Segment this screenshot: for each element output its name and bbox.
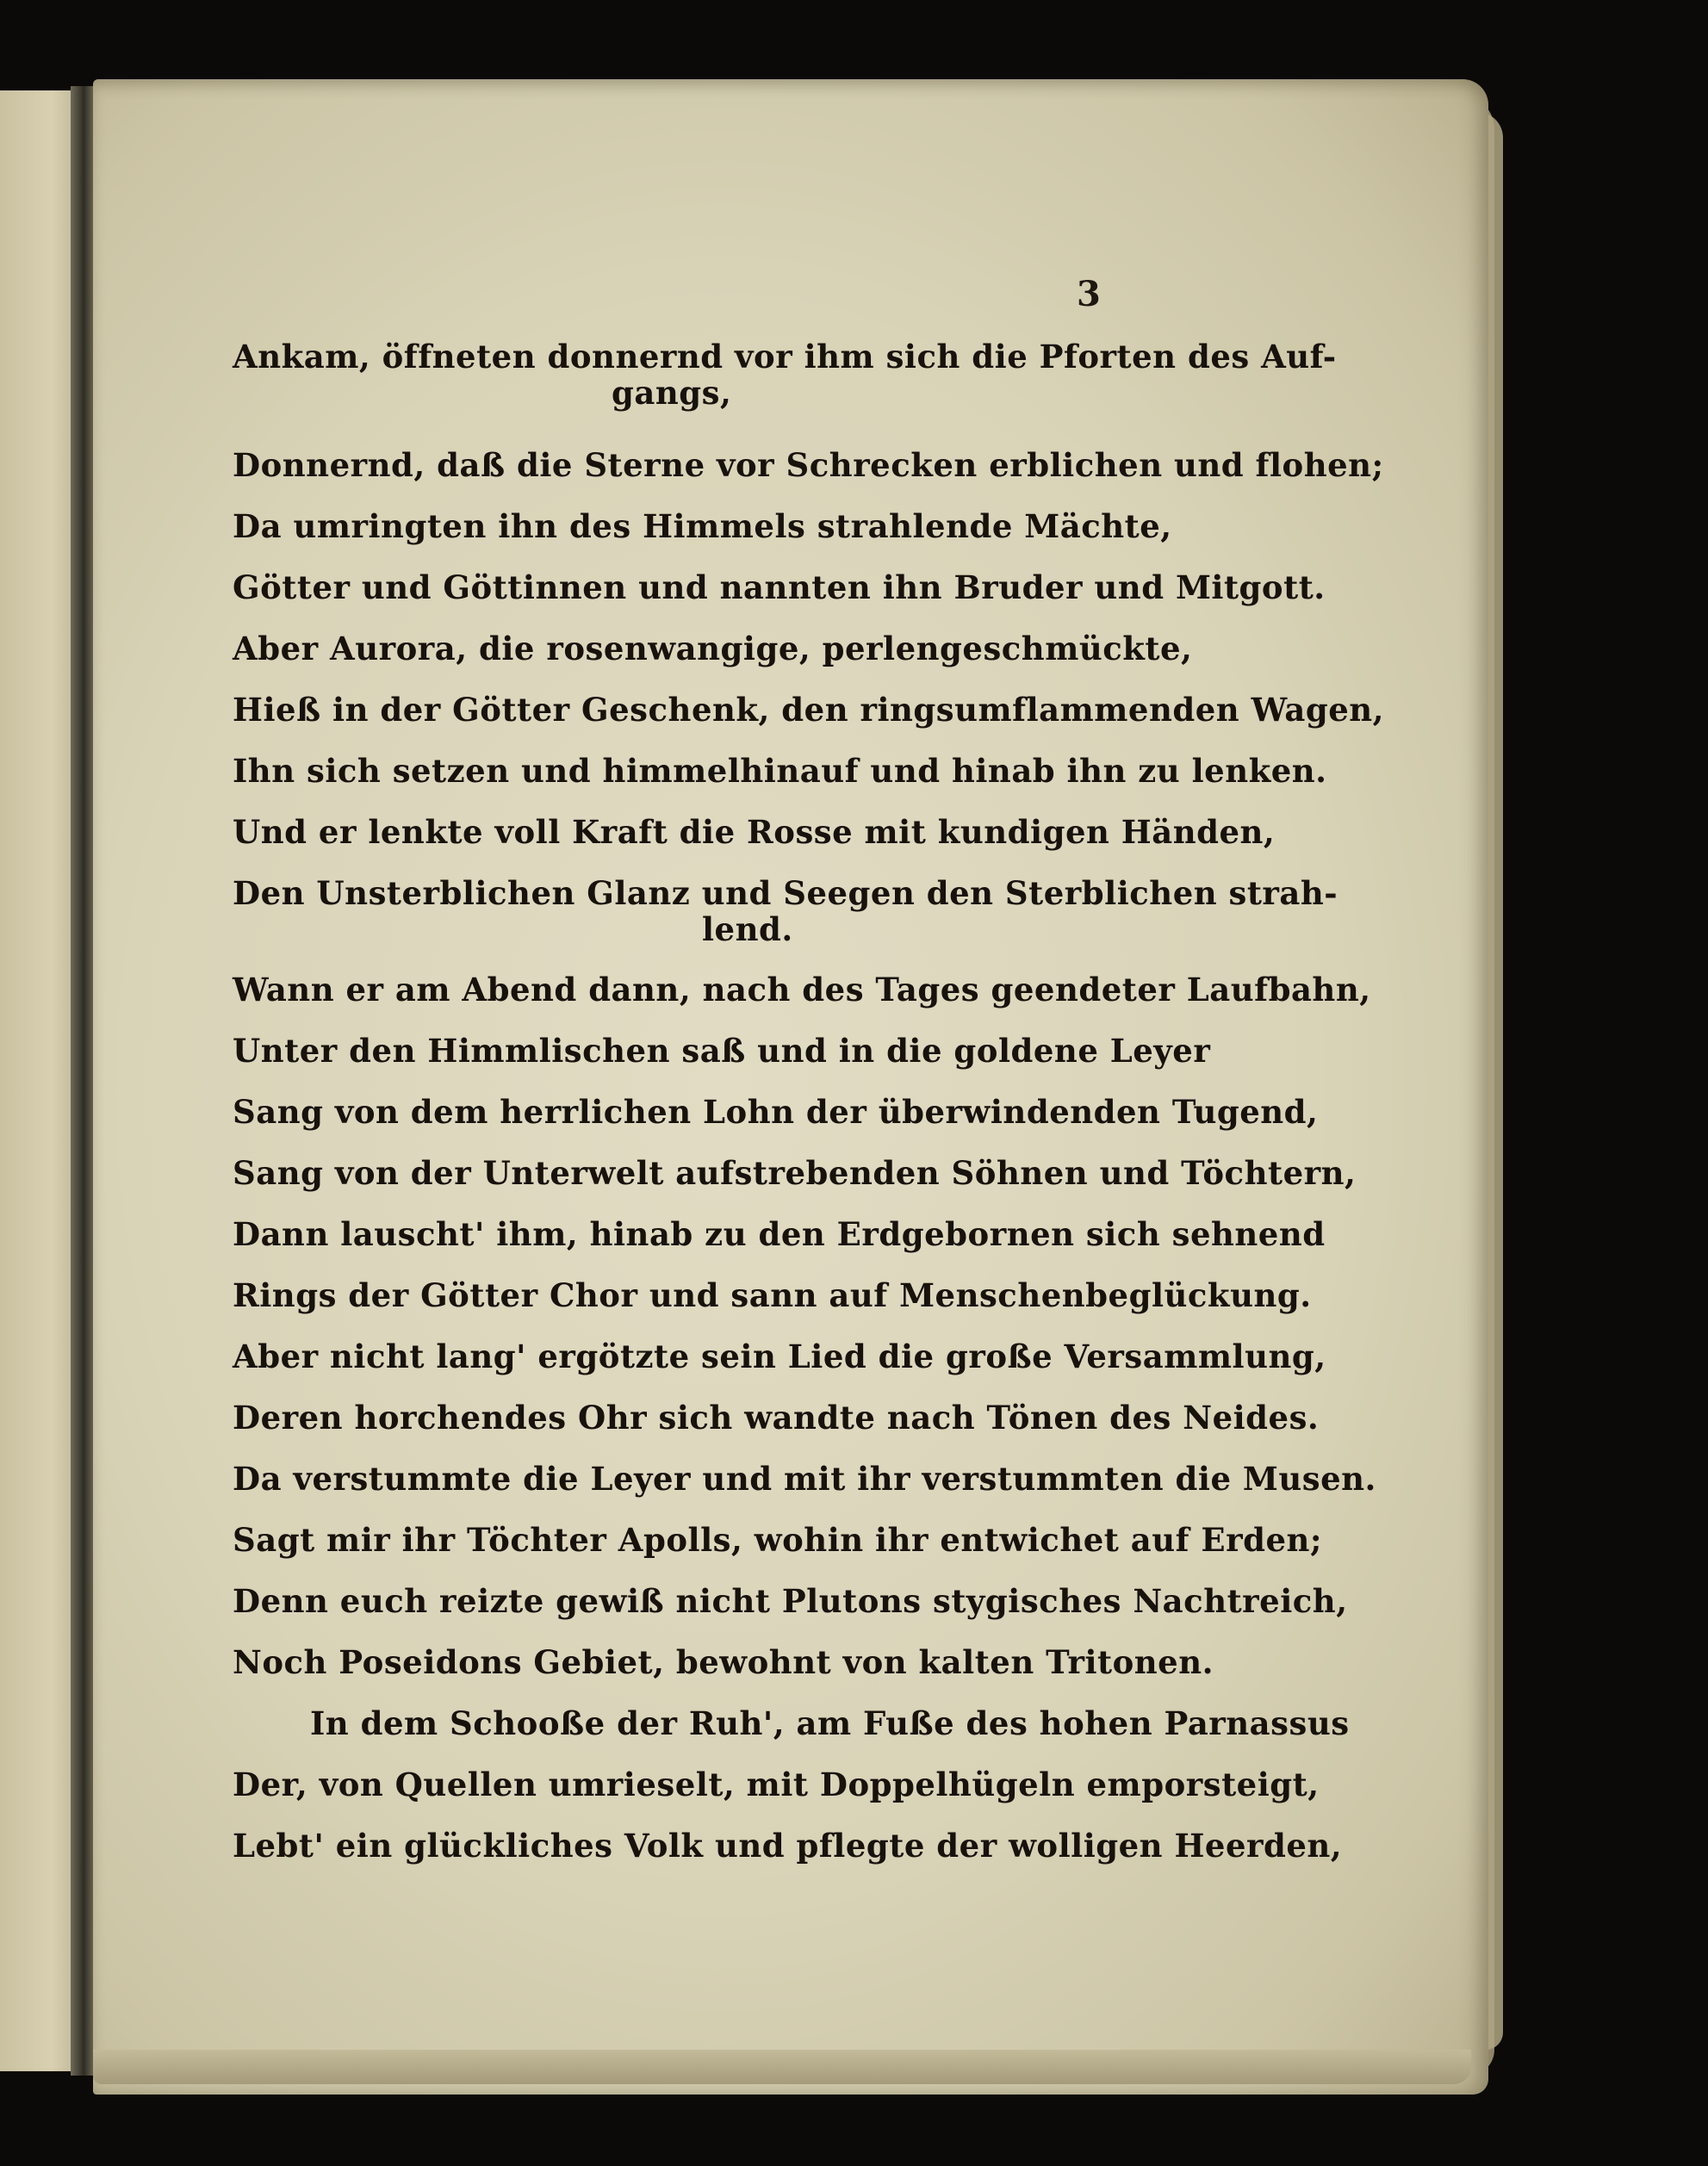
text-line: Aber nicht lang' ergötzte sein Lied die große Versammlung, (233, 1337, 1326, 1375)
text-line: In dem Schooße der Ruh', am Fuße des hohen Parnassus (310, 1704, 1350, 1742)
text-line: Der, von Quellen umrieselt, mit Doppelhügeln emporsteigt, (233, 1766, 1320, 1803)
text-line: Da verstummte die Leyer und mit ihr verstummten die Musen. (233, 1460, 1376, 1498)
text-line: Rings der Götter Chor und sann auf Menschenbeglückung. (233, 1276, 1312, 1314)
text-line: Noch Poseidons Gebiet, bewohnt von kalten Tritonen. (233, 1643, 1214, 1681)
page-number: 3 (1077, 274, 1101, 314)
text-line: Deren horchendes Ohr sich wandte nach Tönen des Neides. (233, 1399, 1320, 1437)
text-line: Dann lauscht' ihm, hinab zu den Erdgebornen sich sehnend (233, 1215, 1326, 1253)
text-line: Donnernd, daß die Sterne vor Schrecken erblichen und flohen; (233, 446, 1384, 484)
text-line: Ihn sich setzen und himmelhinauf und hinab ihn zu lenken. (233, 752, 1327, 790)
text-line: Sagt mir ihr Töchter Apolls, wohin ihr entwichet auf Erden; (233, 1521, 1323, 1559)
text-line: Hieß in der Götter Geschenk, den ringsumflammenden Wagen, (233, 691, 1385, 729)
text-line-continuation: lend. (702, 910, 793, 948)
text-line: Sang von dem herrlichen Lohn der überwindenden Tugend, (233, 1093, 1319, 1131)
text-line: Den Unsterblichen Glanz und Seegen den Sterblichen strah- (233, 874, 1338, 912)
text-line: Wann er am Abend dann, nach des Tages geendeter Laufbahn, (233, 971, 1371, 1009)
text-line-continuation: gangs, (612, 374, 732, 412)
text-line: Denn euch reizte gewiß nicht Plutons stygisches Nachtreich, (233, 1582, 1348, 1620)
text-line: Sang von der Unterwelt aufstrebenden Söhnen und Töchtern, (233, 1154, 1357, 1192)
text-line: Götter und Göttinnen und nannten ihn Bruder und Mitgott. (233, 568, 1326, 606)
text-line: Unter den Himmlischen saß und in die goldene Leyer (233, 1032, 1211, 1070)
text-line: Da umringten ihn des Himmels strahlende Mächte, (233, 507, 1172, 545)
text-line: Lebt' ein glückliches Volk und pflegte der wolligen Heerden, (233, 1827, 1343, 1865)
text-line: Ankam, öffneten donnernd vor ihm sich die Pforten des Auf- (233, 338, 1337, 375)
text-line: Und er lenkte voll Kraft die Rosse mit kundigen Händen, (233, 813, 1276, 851)
page-bottom-edge (93, 2050, 1471, 2084)
text-line: Aber Aurora, die rosenwangige, perlengeschmückte, (233, 630, 1193, 667)
